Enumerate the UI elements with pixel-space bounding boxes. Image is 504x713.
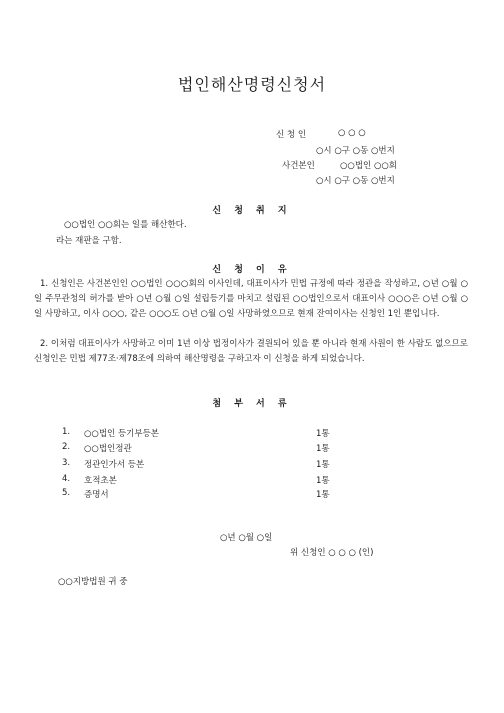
purpose-line-1: ○○법인 ○○회는 일를 해산한다. <box>64 220 187 230</box>
attachment-name: 정관인가서 등본 <box>84 460 145 470</box>
attachment-num: 2. <box>62 442 71 452</box>
filing-date: ○년 ○월 ○일 <box>220 533 273 543</box>
court-addressee: ○○지방법원 귀 중 <box>58 577 128 587</box>
attachment-qty: 1통 <box>316 490 330 500</box>
attachment-name: 증명서 <box>84 490 109 500</box>
attachment-name: ○○법인정관 <box>84 444 132 454</box>
reason-paragraph-1: 1. 신청인은 사건본인인 ○○법인 ○○○회의 이사인데, 대표이사가 민법 규정에 따라 정관을 작성하고, ○년 ○월 ○일 주무관청의 허가를 받아 ○년 ○월 ○일 설립등기를 마치고 설립된 ○○법인으로서 대표이사 ○○○은 ○년 ○월 ○일 사망하고, 이사 ○○○, 같은 ○○○도 ○년 ○월 ○일 사망하였으므로 현재 잔여이사는 신청인 1인 뿐입니다. <box>34 279 468 319</box>
principal-label: 사건본인 <box>282 161 315 171</box>
purpose-heading: 신 청 취 지 <box>212 206 292 216</box>
attachment-name: ○○법인 등기부등본 <box>84 429 160 439</box>
attachment-name: 호적초본 <box>84 476 117 486</box>
applicant-address: ○시 ○구 ○동 ○번지 <box>316 146 395 156</box>
attachment-qty: 1통 <box>316 444 330 454</box>
attachment-qty: 1통 <box>316 429 330 439</box>
document-title: 법인해산명령신청서 <box>177 75 327 94</box>
attachments-heading: 첨 부 서 류 <box>212 399 292 409</box>
attachment-num: 5. <box>62 488 71 498</box>
reason-paragraph-2: 2. 이처럼 대표이사가 사망하고 이미 1년 이상 법정이사가 결원되어 있을 뿐 아니라 현재 사원이 한 사람도 없으므로 신청인은 민법 제77조·제78조에 의하여 해산명령을 구하고자 이 신청을 하게 되었습니다. <box>34 339 468 364</box>
purpose-line-2: 라는 재판을 구함. <box>56 236 122 246</box>
reasons-heading: 신 청 이 유 <box>212 265 292 275</box>
attachment-qty: 1통 <box>316 460 330 470</box>
attachment-num: 1. <box>62 427 71 437</box>
principal-name: ○○법인 ○○회 <box>340 161 398 171</box>
attachment-num: 3. <box>62 458 71 468</box>
attachment-num: 4. <box>62 474 71 484</box>
applicant-label: 신 청 인 <box>276 130 307 140</box>
attachment-qty: 1통 <box>316 476 330 486</box>
principal-address: ○시 ○구 ○동 ○번지 <box>316 176 395 186</box>
applicant-signature: 위 신청인 ○ ○ ○ (인) <box>290 548 374 558</box>
applicant-name: ○ ○ ○ <box>338 128 366 138</box>
